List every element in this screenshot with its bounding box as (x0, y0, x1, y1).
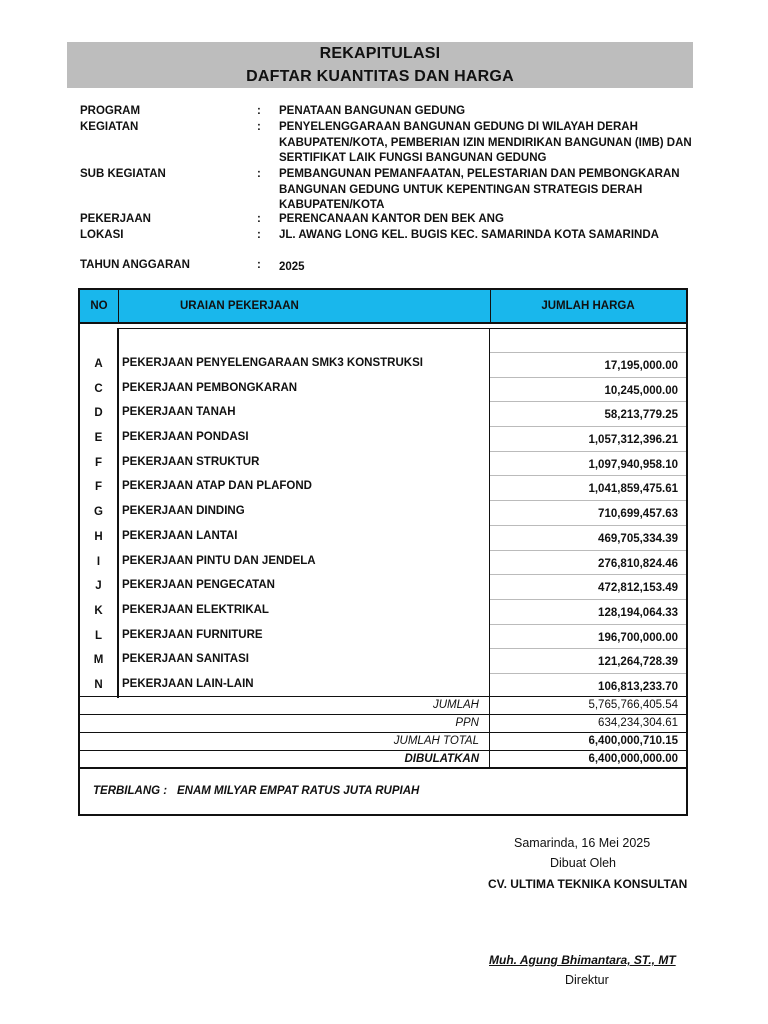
cell-no: D (80, 401, 118, 426)
info-colon: : (257, 121, 261, 133)
cell-jumlah: 196,700,000.00 (490, 624, 686, 649)
table-row (80, 426, 686, 451)
summary-label: DIBULATKAN (80, 751, 490, 769)
terbilang-label: TERBILANG : (93, 785, 168, 797)
cell-jumlah: 710,699,457.63 (490, 500, 686, 525)
table-row (80, 574, 686, 599)
cell-uraian: PEKERJAAN ATAP DAN PLAFOND (118, 475, 490, 500)
cell-no: F (80, 451, 118, 476)
cell-no: M (80, 648, 118, 673)
info-value: PEMBANGUNAN PEMANFAATAN, PELESTARIAN DAN PEMBONGKARAN BANGUNAN GEDUNG UNTUK KEPENTINGAN STRATEGIS DERAH KABUPATEN/KOTA (279, 168, 680, 211)
made-by: Dibuat Oleh (550, 856, 617, 870)
cell-jumlah: 58,213,779.25 (490, 401, 686, 426)
cell-jumlah: 472,812,153.49 (490, 574, 686, 599)
info-label: PEKERJAAN (80, 213, 151, 225)
cell-uraian (118, 328, 490, 352)
table-row (80, 673, 686, 698)
cell-uraian: PEKERJAAN PENGECATAN (118, 574, 490, 599)
summary-value: 5,765,766,405.54 (588, 699, 678, 711)
cell-no: L (80, 624, 118, 649)
terbilang-value: ENAM MILYAR EMPAT RATUS JUTA RUPIAH (177, 785, 420, 797)
summary-ppn (80, 714, 686, 733)
title-band (67, 42, 693, 88)
header-uraian-label: URAIAN PEKERJAAN (180, 300, 299, 312)
table-row (80, 352, 686, 377)
info-label: PROGRAM (80, 105, 141, 117)
summary-label: JUMLAH (80, 697, 490, 715)
info-colon: : (257, 105, 261, 117)
table-row (80, 377, 686, 402)
cell-jumlah: 469,705,334.39 (490, 525, 686, 550)
cell-jumlah: 121,264,728.39 (490, 648, 686, 673)
cell-no: C (80, 377, 118, 402)
table-row (80, 550, 686, 575)
summary-value: 6,400,000,000.00 (588, 753, 678, 765)
cell-no: J (80, 574, 118, 599)
cell-uraian: PEKERJAAN ELEKTRIKAL (118, 599, 490, 624)
info-value: PERENCANAAN KANTOR DEN BEK ANG (279, 213, 504, 225)
summary-jumlah-total (80, 732, 686, 751)
title-line-2: DAFTAR KUANTITAS DAN HARGA (246, 68, 514, 85)
info-label: SUB KEGIATAN (80, 168, 166, 180)
cell-jumlah: 128,194,064.33 (490, 599, 686, 624)
terbilang-box (80, 767, 686, 816)
info-colon: : (257, 229, 261, 241)
header-jumlah: JUMLAH HARGA (541, 300, 635, 312)
cell-no: I (80, 550, 118, 575)
cell-uraian: PEKERJAAN STRUKTUR (118, 451, 490, 476)
cell-no: K (80, 599, 118, 624)
info-value: 2025 (279, 261, 305, 273)
table-row (80, 401, 686, 426)
cell-no: H (80, 525, 118, 550)
signatory-position: Direktur (565, 973, 609, 987)
cell-jumlah: 1,041,859,475.61 (490, 475, 686, 500)
place-date: Samarinda, 16 Mei 2025 (514, 836, 651, 850)
cell-uraian: PEKERJAAN PINTU DAN JENDELA (118, 550, 490, 575)
cell-jumlah: 1,097,940,958.10 (490, 451, 686, 476)
summary-value: 6,400,000,710.15 (588, 735, 678, 747)
header-no: NO (80, 290, 119, 322)
cell-jumlah: 276,810,824.46 (490, 550, 686, 575)
info-colon: : (257, 213, 261, 225)
summary-jumlah (80, 696, 686, 715)
table-row (80, 624, 686, 649)
table-row (80, 475, 686, 500)
info-value: PENATAAN BANGUNAN GEDUNG (279, 105, 466, 117)
info-value: JL. AWANG LONG KEL. BUGIS KEC. SAMARINDA KOTA SAMARINDA (279, 229, 659, 241)
info-label: KEGIATAN (80, 121, 139, 133)
table-row (80, 525, 686, 550)
table-row (80, 599, 686, 624)
table-row (80, 648, 686, 673)
summary-label: PPN (80, 715, 490, 733)
cell-jumlah: 1,057,312,396.21 (490, 426, 686, 451)
cell-uraian: PEKERJAAN LANTAI (118, 525, 490, 550)
cell-jumlah: 17,195,000.00 (490, 352, 686, 377)
table-row (80, 451, 686, 476)
cell-no: A (80, 352, 118, 377)
info-colon: : (257, 259, 261, 271)
table-header (80, 290, 686, 324)
table-row-blank (80, 328, 686, 352)
header-uraian (118, 290, 491, 322)
summary-value: 634,234,304.61 (598, 717, 678, 729)
cell-jumlah: 10,245,000.00 (490, 377, 686, 402)
cell-no: G (80, 500, 118, 525)
info-colon: : (257, 168, 261, 180)
cell-uraian: PEKERJAAN SANITASI (118, 648, 490, 673)
table-body (80, 328, 686, 698)
cell-no: E (80, 426, 118, 451)
cell-no: F (80, 475, 118, 500)
title-line-1: REKAPITULASI (319, 45, 441, 62)
summary-label: JUMLAH TOTAL (80, 733, 490, 751)
table-row (80, 500, 686, 525)
cell-no (80, 328, 118, 352)
price-table (78, 288, 688, 816)
signatory-name: Muh. Agung Bhimantara, ST., MT (489, 953, 676, 967)
cell-jumlah: 106,813,233.70 (490, 673, 686, 698)
cell-uraian: PEKERJAAN FURNITURE (118, 624, 490, 649)
cell-uraian: PEKERJAAN DINDING (118, 500, 490, 525)
info-value: PENYELENGGARAAN BANGUNAN GEDUNG DI WILAYAH DERAH KABUPATEN/KOTA, PEMBERIAN IZIN MENDIRIKAN BANGUNAN (IMB) DAN SERTIFIKAT LAIK FUNGSI BANGUNAN GEDUNG (279, 121, 692, 164)
cell-uraian: PEKERJAAN PEMBONGKARAN (118, 377, 490, 402)
cell-jumlah (490, 328, 686, 352)
cell-uraian: PEKERJAAN PENYELENGARAAN SMK3 KONSTRUKSI (118, 352, 490, 377)
info-label: LOKASI (80, 229, 124, 241)
info-label: TAHUN ANGGARAN (80, 259, 190, 271)
company-name: CV. ULTIMA TEKNIKA KONSULTAN (488, 877, 688, 891)
cell-uraian: PEKERJAAN LAIN-LAIN (118, 673, 490, 698)
cell-uraian: PEKERJAAN PONDASI (118, 426, 490, 451)
cell-uraian: PEKERJAAN TANAH (118, 401, 490, 426)
cell-no: N (80, 673, 118, 698)
